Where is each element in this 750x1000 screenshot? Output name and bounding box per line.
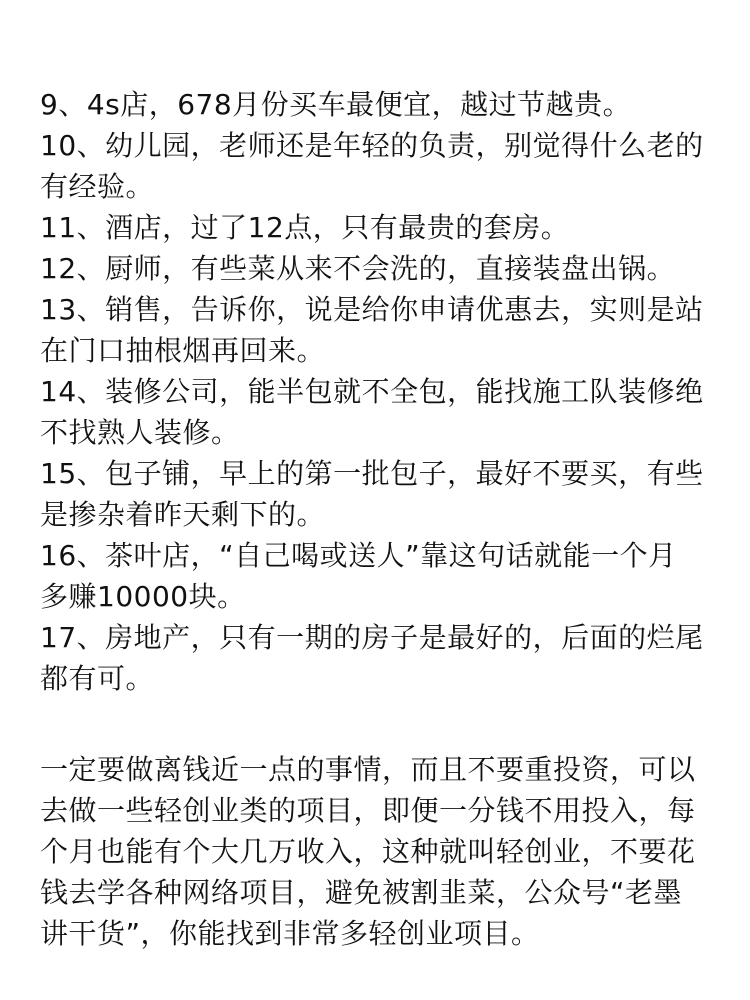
tips-list: [40, 84, 710, 699]
tip-item-16: [40, 535, 710, 617]
text-line: 在门口抽根烟再回来。: [40, 334, 326, 367]
tip-item-17: [40, 617, 710, 699]
closing-paragraph: [40, 749, 710, 954]
tip-item-9: [40, 84, 710, 125]
text-line: 11、酒店，过了12点，只有最贵的套房。: [40, 211, 570, 244]
text-line: 去做一些轻创业类的项目，即便一分钱不用投入，每: [40, 794, 696, 827]
tip-item-13: [40, 289, 710, 371]
text-line: 是掺杂着昨天剩下的。: [40, 498, 326, 531]
paragraph-spacer: [40, 699, 710, 749]
text-line: 9、4s店，678月份买车最便宜，越过节越贵。: [40, 88, 632, 121]
text-line: 讲干货”，你能找到非常多轻创业项目。: [40, 917, 540, 950]
text-line: 15、包子铺，早上的第一批包子，最好不要买，有些: [40, 457, 704, 490]
text-line: 17、房地产，只有一期的房子是最好的，后面的烂尾: [40, 621, 704, 654]
text-line: 16、茶叶店，“自己喝或送人”靠这句话就能一个月: [40, 539, 677, 572]
text-line: 钱去学各种网络项目，避免被割韭菜，公众号“老墨: [40, 876, 683, 909]
text-line: 不找熟人装修。: [40, 416, 240, 449]
text-line: 13、销售，告诉你，说是给你申请优惠去，实则是站: [40, 293, 704, 326]
tip-item-10: [40, 125, 710, 207]
text-line: 12、厨师，有些菜从来不会洗的，直接装盘出锅。: [40, 252, 676, 285]
text-line: 10、幼儿园，老师还是年轻的负责，别觉得什么老的: [40, 129, 704, 162]
text-line: 有经验。: [40, 170, 155, 203]
text-line: 14、装修公司，能半包就不全包，能找施工队装修绝: [40, 375, 704, 408]
tip-item-11: [40, 207, 710, 248]
tip-item-12: [40, 248, 710, 289]
tip-item-14: [40, 371, 710, 453]
text-line: 个月也能有个大几万收入，这种就叫轻创业，不要花: [40, 835, 696, 868]
tip-item-15: [40, 453, 710, 535]
text-line: 一定要做离钱近一点的事情，而且不要重投资，可以: [40, 753, 696, 786]
text-line: 多赚10000块。: [40, 580, 246, 613]
document-body: [40, 84, 710, 954]
text-line: 都有可。: [40, 662, 155, 695]
